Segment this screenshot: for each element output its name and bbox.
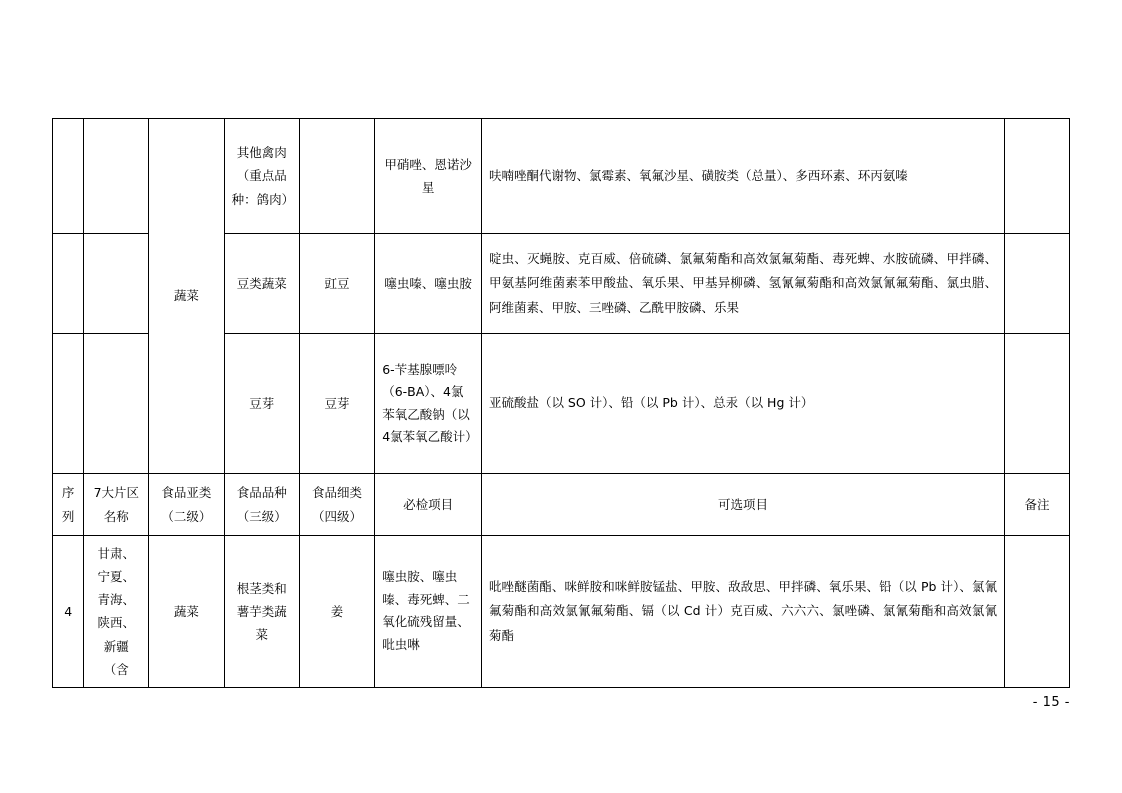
cell-region	[84, 119, 149, 234]
cell-remark	[1005, 334, 1070, 474]
header-variety: 食品品种（三级）	[224, 474, 299, 536]
cell-optional	[481, 234, 1004, 334]
cell-region: 甘肃、宁夏、青海、陕西、新疆（含	[84, 536, 149, 688]
cell-variety: 豆芽	[224, 334, 299, 474]
optional-text: 亚硫酸盐（以 SO 计）、铅（以 Pb 计）、总汞（以 Hg 计）	[488, 395, 814, 411]
header-seq: 序列	[53, 474, 84, 536]
header-must: 必检项目	[375, 474, 482, 536]
cell-remark	[1005, 234, 1070, 334]
cell-region	[84, 334, 149, 474]
page-number: - 15 -	[1032, 695, 1070, 710]
header-subcategory: 食品亚类（二级）	[149, 474, 224, 536]
header-region: 7大片区名称	[84, 474, 149, 536]
cell-must	[375, 334, 482, 474]
inspection-items-table	[52, 118, 1070, 688]
cell-optional	[481, 119, 1004, 234]
table-row	[53, 536, 1070, 688]
optional-text: 啶虫、灭蝇胺、克百威、倍硫磷、氯氟菊酯和高效氯氟菊酯、毒死蜱、水胺硫磷、甲拌磷、甲氨基阿维菌素苯甲酸盐、氧乐果、甲基异柳磷、氢氰氟菊酯和高效氯氰氟菊酯、氯虫腊、阿维菌素、甲胺、三唑磷、乙酰甲胺磷、乐果	[488, 250, 998, 315]
cell-subcategory: 蔬菜	[149, 119, 224, 474]
cell-region	[84, 234, 149, 334]
cell-seq	[53, 234, 84, 334]
header-remark: 备注	[1005, 474, 1070, 536]
must-text: 6-苄基腺嘌呤（6-BA）、4氯苯氧乙酸钠（以4氯苯氧乙酸计）	[382, 361, 478, 444]
cell-detail	[299, 119, 374, 234]
cell-must: 噻虫嗪、噻虫胺	[375, 234, 482, 334]
cell-variety: 其他禽肉（重点品种：鸽肉）	[224, 119, 299, 234]
optional-text: 吡唑醚菌酯、咪鲜胺和咪鲜胺锰盐、甲胺、敌敌思、甲拌磷、氧乐果、铅（以 Pb 计）、氯氰氟菊酯和高效氯氰氟菊酯、镉（以 Cd 计）克百威、六六六、氯唑磷、氯氰菊酯和高效氯氰菊酯	[488, 578, 998, 643]
cell-seq	[53, 334, 84, 474]
cell-detail: 豆芽	[299, 334, 374, 474]
cell-must	[375, 536, 482, 688]
header-optional: 可选项目	[481, 474, 1004, 536]
cell-variety: 豆类蔬菜	[224, 234, 299, 334]
cell-seq: 4	[53, 536, 84, 688]
cell-remark	[1005, 119, 1070, 234]
header-detail: 食品细类（四级）	[299, 474, 374, 536]
cell-remark	[1005, 536, 1070, 688]
cell-optional	[481, 536, 1004, 688]
optional-text: 呋喃唑酮代谢物、氯霉素、氧氟沙星、磺胺类（总量）、多西环素、环丙氨嗪	[488, 167, 908, 183]
cell-detail: 姜	[299, 536, 374, 688]
cell-variety: 根茎类和薯芋类蔬菜	[224, 536, 299, 688]
table-row	[53, 119, 1070, 234]
cell-detail: 豇豆	[299, 234, 374, 334]
cell-subcategory: 蔬菜	[149, 536, 224, 688]
must-text: 噻虫胺、噻虫嗪、毒死蜱、二氧化硫残留量、吡虫啉	[382, 569, 470, 652]
table-header-row	[53, 474, 1070, 536]
cell-optional	[481, 334, 1004, 474]
cell-seq	[53, 119, 84, 234]
cell-must: 甲硝唑、恩诺沙星	[375, 119, 482, 234]
